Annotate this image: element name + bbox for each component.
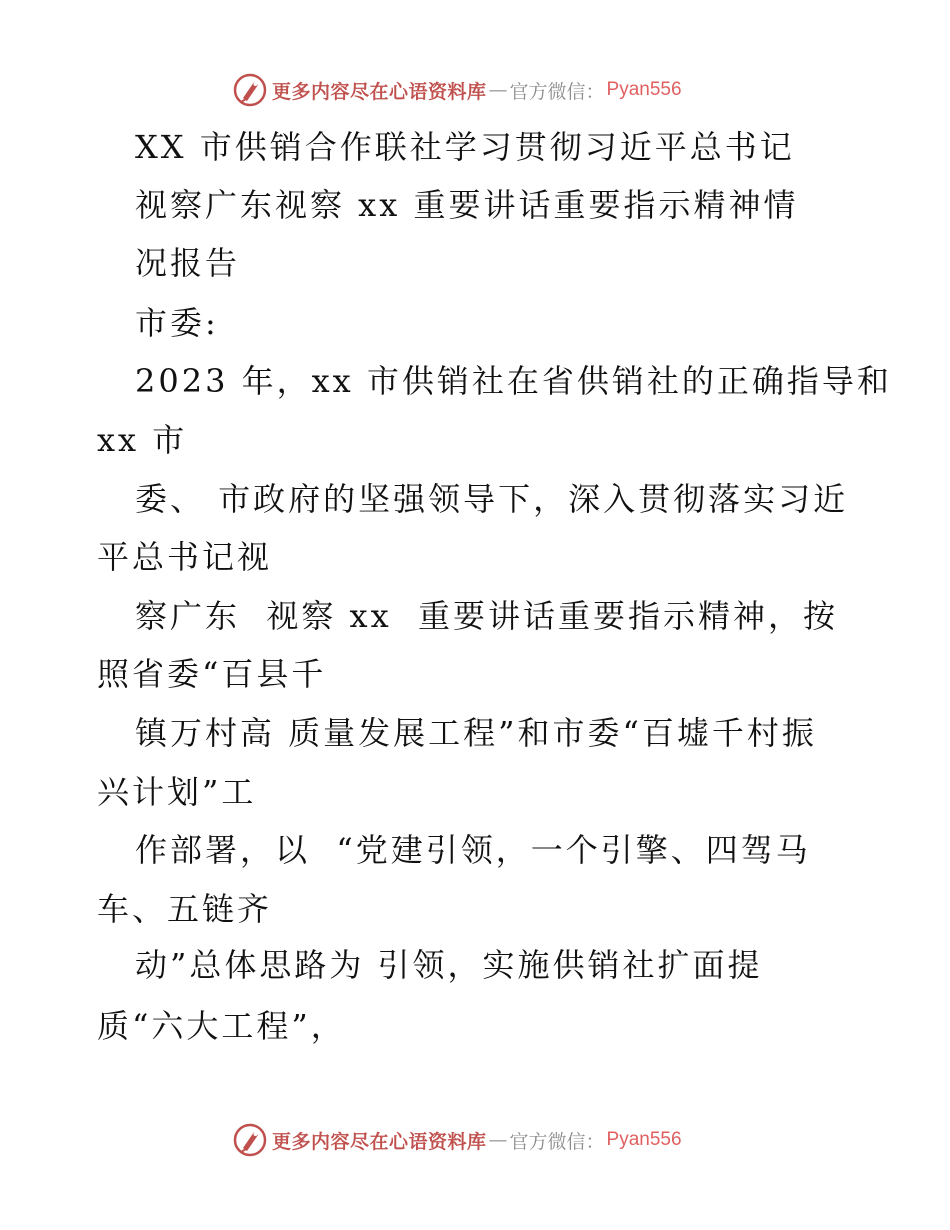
- body-line-11: 动”总体思路为 引领，实施供销社扩面提: [135, 946, 763, 984]
- banner-dash: —: [488, 79, 508, 101]
- footer-banner: [232, 1120, 682, 1160]
- banner-wechat-label: 官方微信：: [509, 1130, 605, 1153]
- banner-text: 更多内容尽在心语资料库: [272, 1130, 487, 1153]
- header-banner: [232, 70, 682, 110]
- body-line-5: 察广东 视察 xx 重要讲话重要指示精神，按: [135, 597, 838, 635]
- body-line-12: 质“六大工程”，: [97, 1007, 346, 1045]
- title-line-2: 视察广东视察 xx 重要讲话重要指示精神情: [135, 186, 799, 224]
- banner-dash: —: [488, 1129, 508, 1151]
- body-line-3: 委、 市政府的坚强领导下，深入贯彻落实习近: [135, 480, 849, 518]
- body-line-8: 兴计划”工: [97, 773, 257, 811]
- banner-wechat-id: Pyan556: [606, 1129, 682, 1150]
- body-line-10: 车、五链齐: [97, 890, 273, 928]
- banner-wechat-id: Pyan556: [606, 79, 682, 100]
- body-line-1: 2023 年，xx 市供销社在省供销社的正确指导和: [135, 362, 892, 400]
- pen-nib-logo-icon: [232, 72, 268, 108]
- body-line-2: xx 市: [97, 421, 188, 459]
- title-line-3: 况报告: [135, 244, 241, 282]
- title-line-1: XX 市供销合作联社学习贯彻习近平总书记: [135, 128, 795, 166]
- salutation: 市委:: [135, 304, 219, 342]
- body-line-9: 作部署，以 “党建引领，一个引擎、四驾马: [135, 831, 811, 869]
- pen-nib-logo-icon: [232, 1122, 268, 1158]
- body-line-7: 镇万村高 质量发展工程”和市委“百墟千村振: [135, 714, 817, 752]
- banner-wechat-label: 官方微信：: [509, 80, 605, 103]
- banner-text: 更多内容尽在心语资料库: [272, 80, 487, 103]
- body-line-4: 平总书记视: [97, 538, 273, 576]
- body-line-6: 照省委“百县千: [97, 655, 327, 693]
